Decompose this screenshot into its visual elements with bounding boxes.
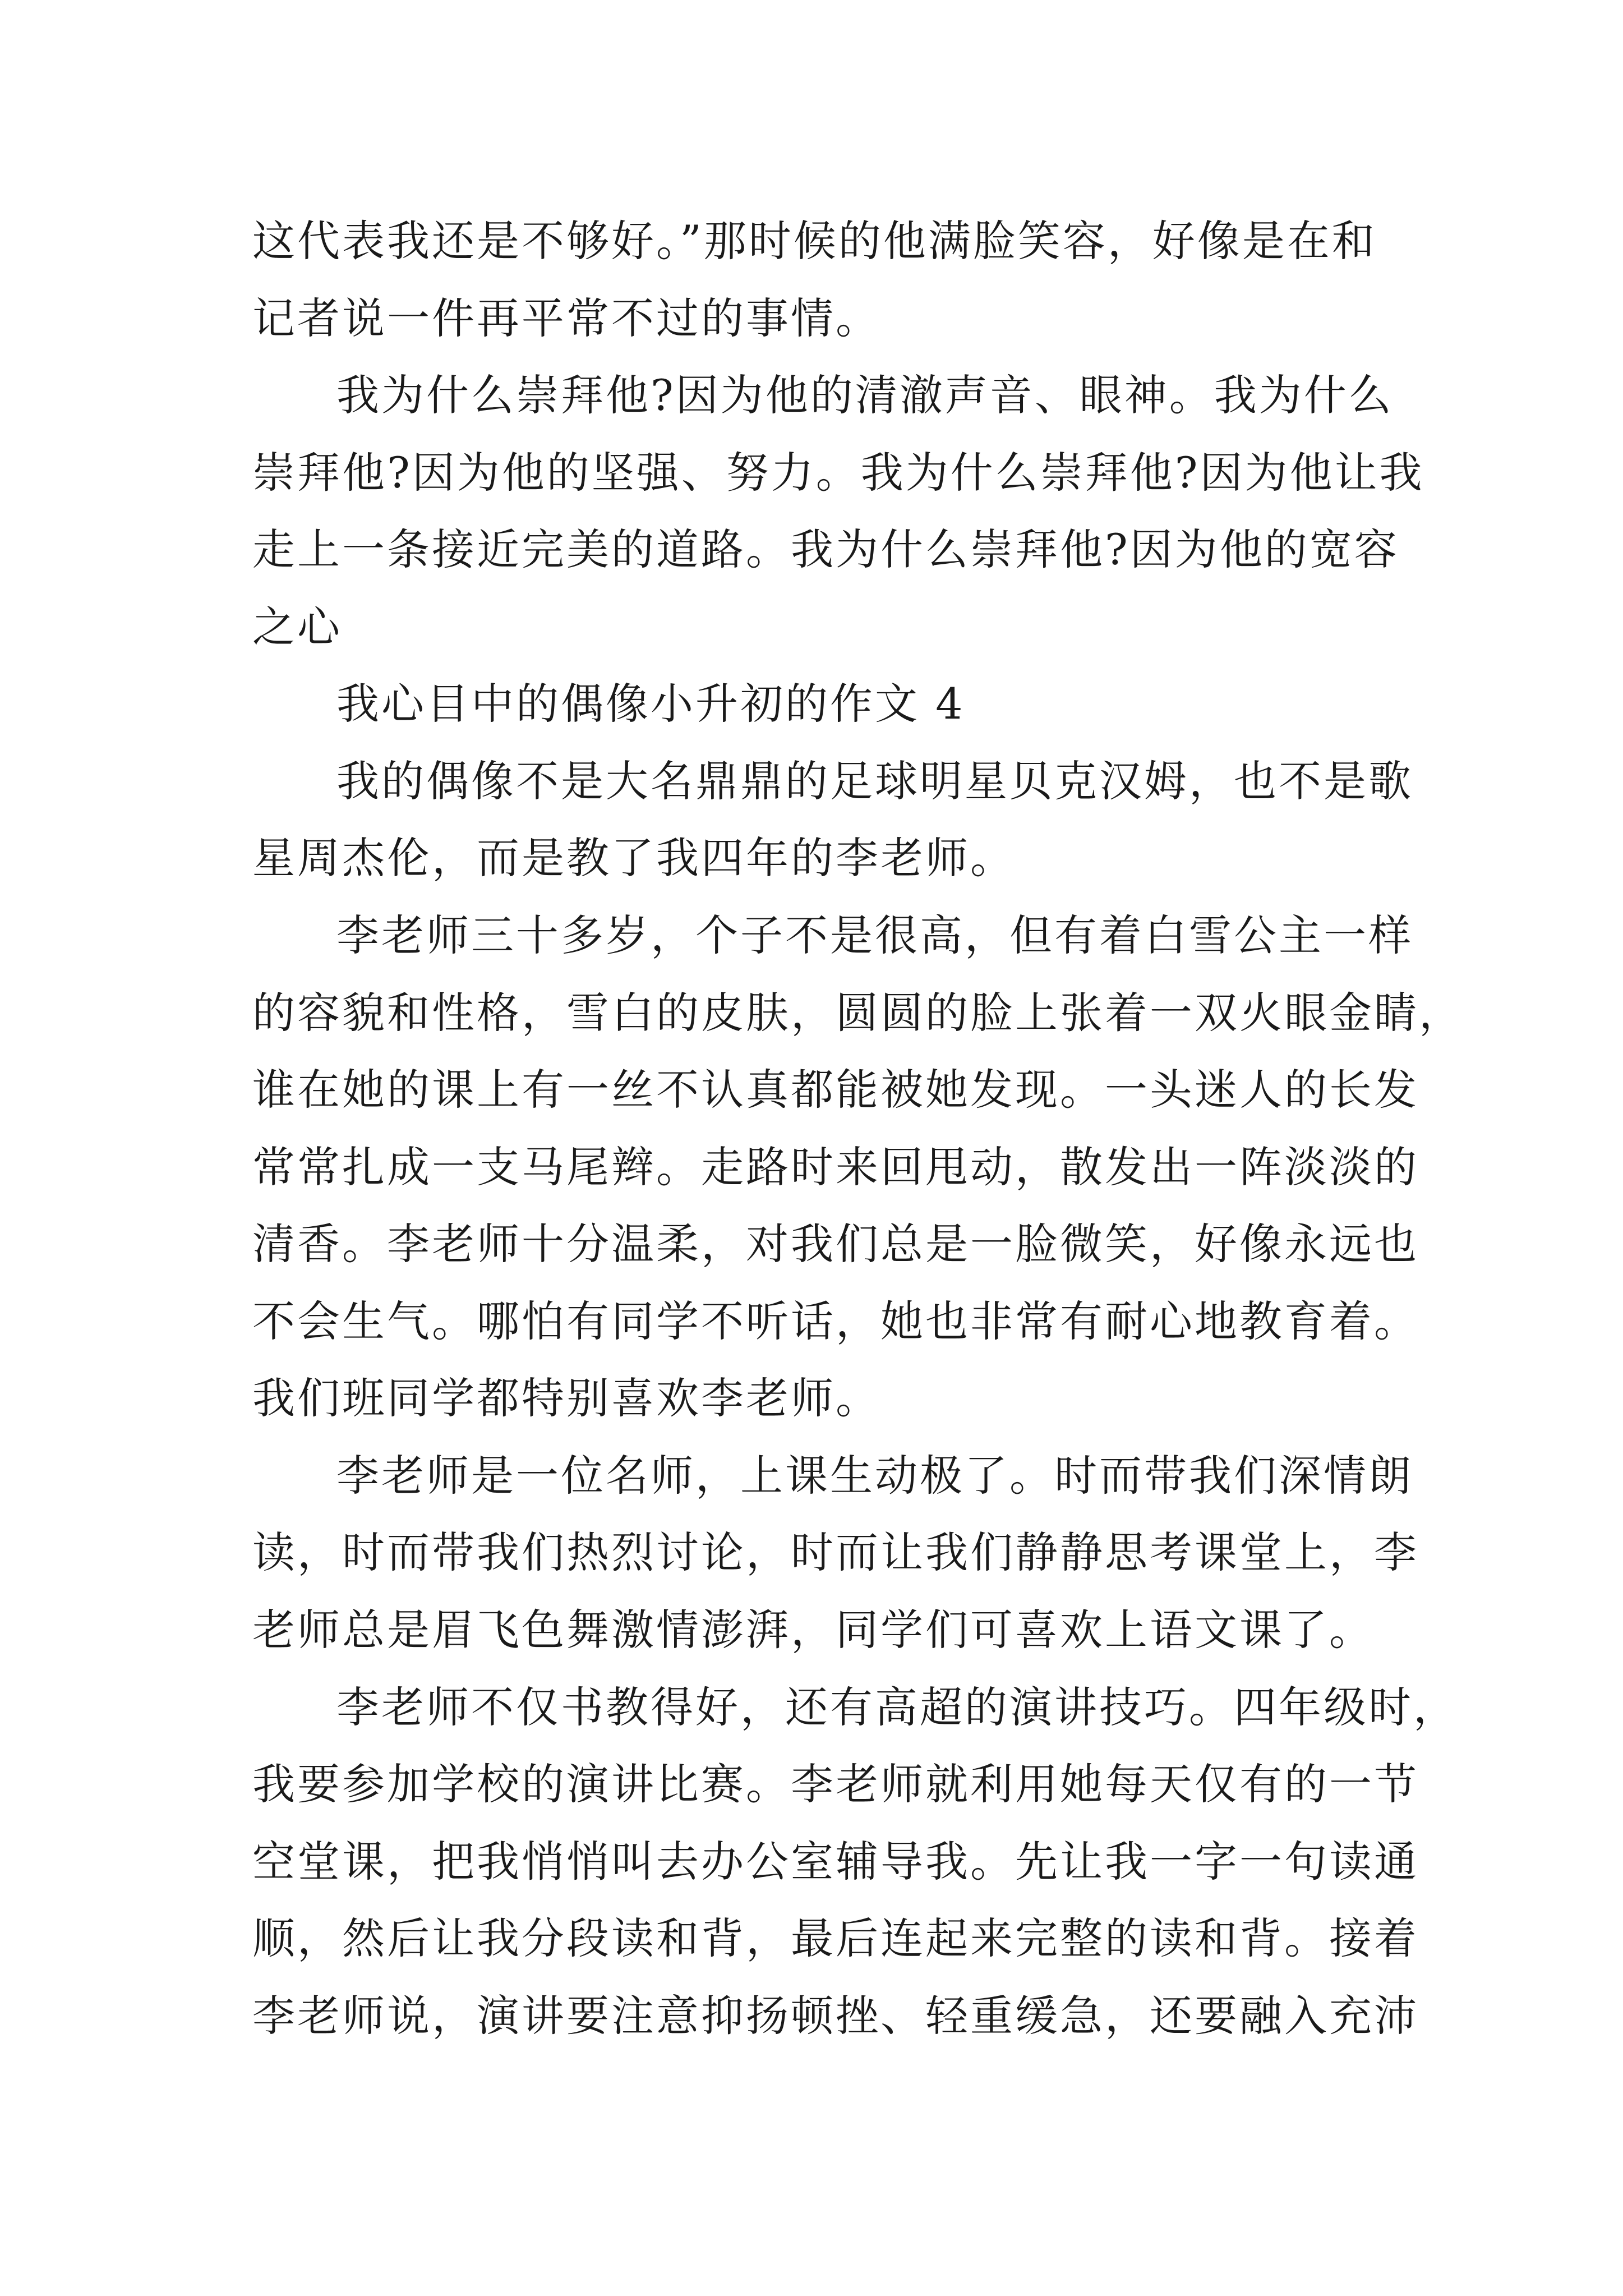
section-heading: 我心目中的偶像小升初的作文 4: [336, 679, 965, 729]
text-line: 李老师不仅书教得好，还有高超的演讲技巧。四年级时，: [336, 1682, 1458, 1732]
text-line: 这代表我还是不够好。”那时候的他满脸笑容，好像是在和: [252, 216, 1377, 266]
text-line: 的容貌和性格，雪白的皮肤，圆圆的脸上张着一双火眼金睛，: [252, 988, 1464, 1038]
text-line: 读，时而带我们热烈讨论，时而让我们静静思考课堂上，李: [252, 1527, 1419, 1577]
text-line: 崇拜他?因为他的坚强、努力。我为什么崇拜他?因为他让我: [252, 448, 1424, 498]
text-line: 走上一条接近完美的道路。我为什么崇拜他?因为他的宽容: [252, 524, 1399, 574]
text-line: 空堂课，把我悄悄叫去办公室辅导我。先让我一字一句读通: [252, 1837, 1419, 1887]
text-line: 谁在她的课上有一丝不认真都能被她发现。一头迷人的长发: [252, 1065, 1419, 1115]
text-line: 李老师三十多岁，个子不是很高，但有着白雪公主一样: [336, 910, 1413, 960]
text-line: 我的偶像不是大名鼎鼎的足球明星贝克汉姆，也不是歌: [336, 756, 1413, 806]
text-line: 顺，然后让我分段读和背，最后连起来完整的读和背。接着: [252, 1913, 1419, 1963]
text-line: 清香。李老师十分温柔，对我们总是一脸微笑，好像永远也: [252, 1219, 1419, 1269]
text-line: 记者说一件再平常不过的事情。: [252, 293, 880, 343]
text-line: 李老师是一位名师，上课生动极了。时而带我们深情朗: [336, 1451, 1413, 1501]
text-line: 我为什么崇拜他?因为他的清澈声音、眼神。我为什么: [336, 370, 1394, 420]
text-line: 老师总是眉飞色舞激情澎湃，同学们可喜欢上语文课了。: [252, 1605, 1374, 1655]
text-line: 星周杰伦，而是教了我四年的李老师。: [252, 833, 1015, 883]
text-line: 我要参加学校的演讲比赛。李老师就利用她每天仅有的一节: [252, 1759, 1419, 1809]
text-line: 我们班同学都特别喜欢李老师。: [252, 1373, 880, 1423]
text-line: 不会生气。哪怕有同学不听话，她也非常有耐心地教育着。: [252, 1296, 1419, 1346]
text-line: 之心: [252, 602, 342, 652]
text-line: 常常扎成一支马尾辫。走路时来回甩动，散发出一阵淡淡的: [252, 1142, 1419, 1192]
text-line: 李老师说，演讲要注意抑扬顿挫、轻重缓急，还要融入充沛: [252, 1991, 1419, 2041]
